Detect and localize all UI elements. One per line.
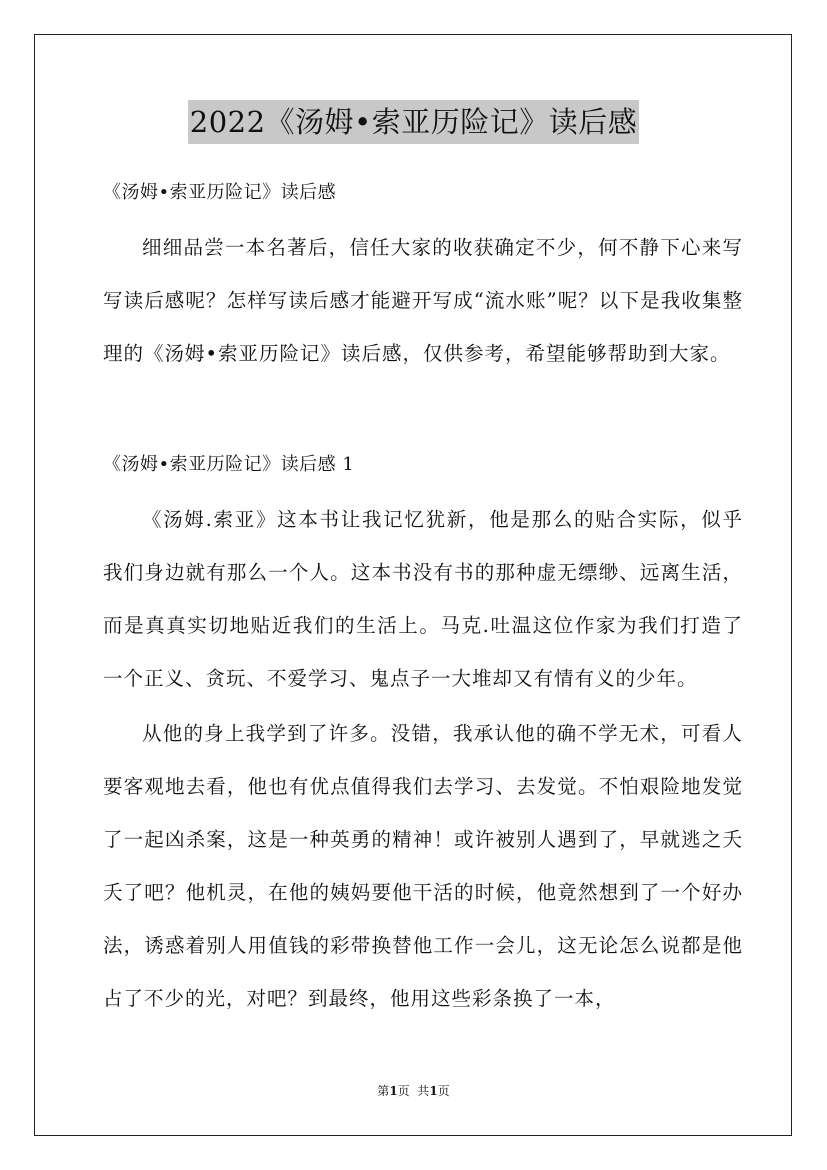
document-subtitle: 《汤姆•索亚历险记》读后感	[103, 182, 337, 203]
intro-paragraph: 细细品尝一本名著后，信任大家的收获确定不少，何不静下心来写写读后感呢？怎样写读后感才能避开写成“流水账”呢？以下是我收集整理的《汤姆•索亚历险记》读后感，仅供参考，希望能够帮助到大家。	[103, 236, 743, 365]
body-paragraph-2: 从他的身上我学到了许多。没错，我承认他的确不学无术，可看人要客观地去看，他也有优点值得我们去学习、去发觉。不怕艰险地发觉了一起凶杀案，这是一种英勇的精神！或许被别人遇到了，早就逃之夭夭了吧？他机灵，在他的姨妈要他干活的时候，他竟然想到了一个好办法，诱惑着别人用值钱的彩带换替他工作一会儿，这无论怎么说都是他占了不少的光，对吧？到最终，他用这些彩条换了一本，	[103, 722, 743, 1010]
footer-page-current: 1	[389, 1084, 398, 1098]
body-paragraph-1: 《汤姆.索亚》这本书让我记忆犹新，他是那么的贴合实际，似乎我们身边就有那么一个人。这本书没有书的那种虚无缥缈、远离生活，而是真真实切地贴近我们的生活上。马克.吐温这位作家为我们打造了一个正义、贪玩、不爱学习、鬼点子一大堆却又有情有义的少年。	[103, 508, 743, 690]
document-title: 2022《汤姆•索亚历险记》读后感	[188, 100, 639, 144]
footer-page-suffix: 页	[437, 1084, 450, 1098]
footer-page-mid: 页 共	[397, 1084, 430, 1098]
page-footer	[0, 1083, 827, 1099]
footer-page-total: 1	[429, 1084, 438, 1098]
section-heading-1: 《汤姆•索亚历险记》读后感 1	[103, 454, 355, 475]
title-container	[0, 100, 827, 144]
footer-page-prefix: 第	[377, 1084, 390, 1098]
